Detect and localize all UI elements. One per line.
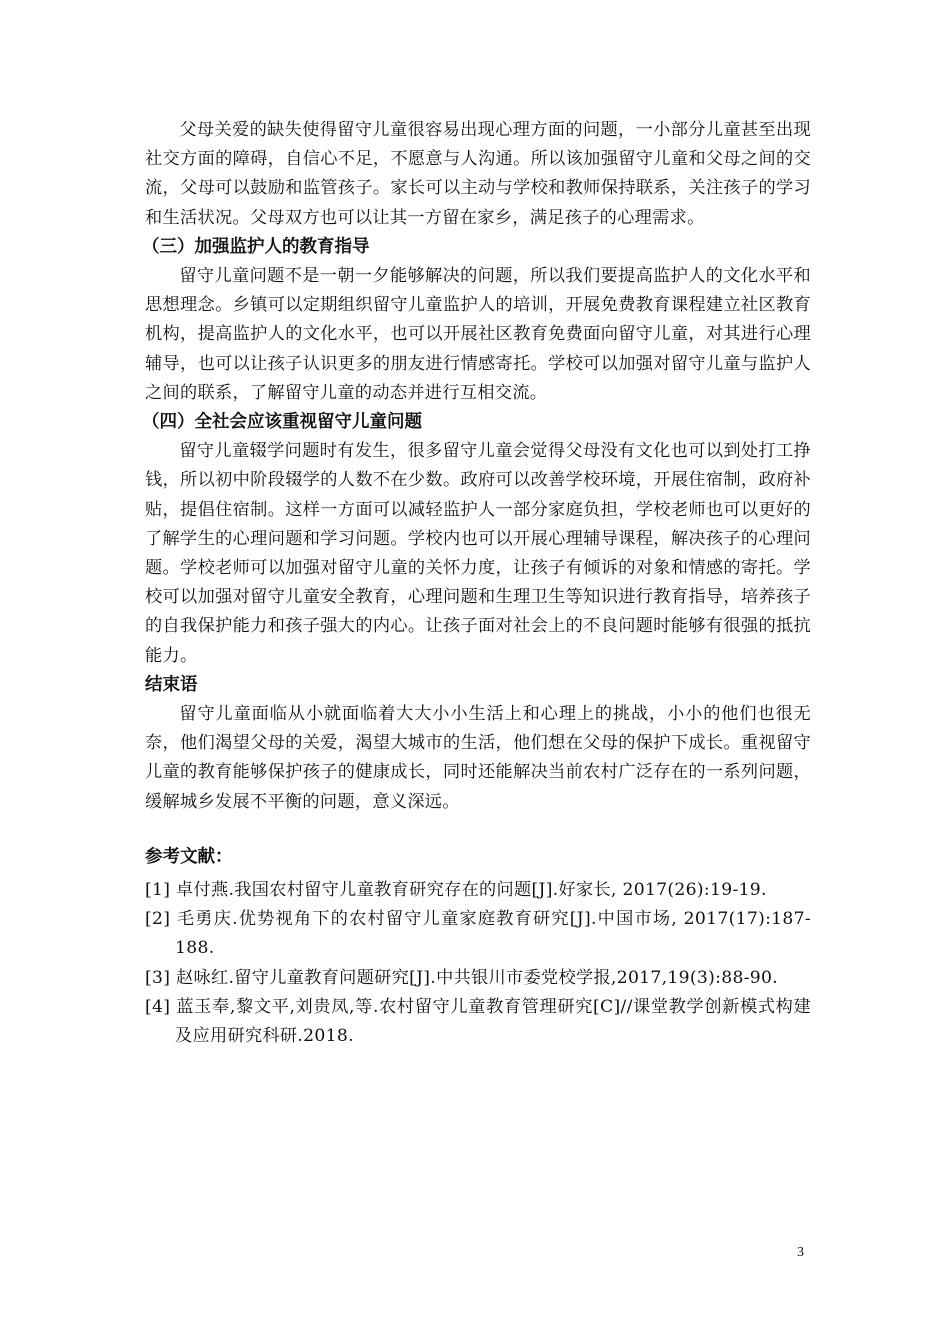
paragraph-society-attention: 留守儿童辍学问题时有发生，很多留守儿童会觉得父母没有文化也可以到处打工挣钱，所以初中阶段辍学的人数不在少数。政府可以改善学校环境，开展住宿制，政府补贴，提倡住宿制。这样一方面可以减轻监护人一部分家庭负担，学校老师也可以更好的了解学生的心理问题和学习问题。学校内也可以开展心理辅导课程，解决孩子的心理问题。学校老师可以加强对留守儿童的关怀力度，让孩子有倾诉的对象和情感的寄托。学校可以加强对留守儿童安全教育，心理问题和生理卫生等知识进行教育指导，培养孩子的自我保护能力和孩子强大的内心。让孩子面对社会上的不良问题时能够有很强的抵抗能力。 — [145, 441, 811, 666]
section-heading-society-attention: （四）全社会应该重视留守儿童问题 — [142, 412, 422, 433]
references-title: 参考文献： — [145, 846, 233, 867]
reference-item: [1] 卓付燕.我国农村留守儿童教育研究存在的问题[J].好家长, 2017(26):19-19. — [145, 880, 767, 901]
paragraph-guardian-guidance: 留守儿童问题不是一朝一夕能够解决的问题，所以我们要提高监护人的文化水平和思想理念。乡镇可以定期组织留守儿童监护人的培训，开展免费教育课程建立社区教育机构，提高监护人的文化水平，也可以开展社区教育免费面向留守儿童，对其进行心理辅导，也可以让孩子认识更多的朋友进行情感寄托。学校可以加强对留守儿童与监护人之间的联系，了解留守儿童的动态并进行互相交流。 — [145, 266, 811, 403]
paragraph-parent-care: 父母关爱的缺失使得留守儿童很容易出现心理方面的问题，一小部分儿童甚至出现社交方面的障碍，自信心不足，不愿意与人沟通。所以该加强留守儿童和父母之间的交流，父母可以鼓励和监管孩子。家长可以主动与学校和教师保持联系，关注孩子的学习和生活状况。父母双方也可以让其一方留在家乡，满足孩子的心理需求。 — [145, 120, 811, 228]
section-heading-guardian-guidance: （三）加强监护人的教育指导 — [142, 236, 370, 257]
section-heading-conclusion: 结束语 — [145, 674, 198, 695]
page-content — [142, 116, 811, 1051]
reference-item: [2] 毛勇庆.优势视角下的农村留守儿童家庭教育研究[J].中国市场, 2017(17):187-188. — [145, 909, 811, 959]
page-number: 3 — [797, 1245, 804, 1260]
paragraph-conclusion: 留守儿童面临从小就面临着大大小小生活上和心理上的挑战，小小的他们也很无奈，他们渴望父母的关爱，渴望大城市的生活，他们想在父母的保护下成长。重视留守儿童的教育能够保护孩子的健康成长，同时还能解决当前农村广泛存在的一系列问题，缓解城乡发展不平衡的问题，意义深远。 — [145, 704, 811, 812]
reference-item: [4] 蓝玉奉,黎文平,刘贵凤,等.农村留守儿童教育管理研究[C]//课堂教学创新模式构建及应用研究科研.2018. — [145, 996, 811, 1047]
reference-item: [3] 赵咏红.留守儿童教育问题研究[J].中共银川市委党校学报,2017,19(3):88-90. — [145, 967, 779, 988]
reference-list — [145, 876, 811, 1051]
